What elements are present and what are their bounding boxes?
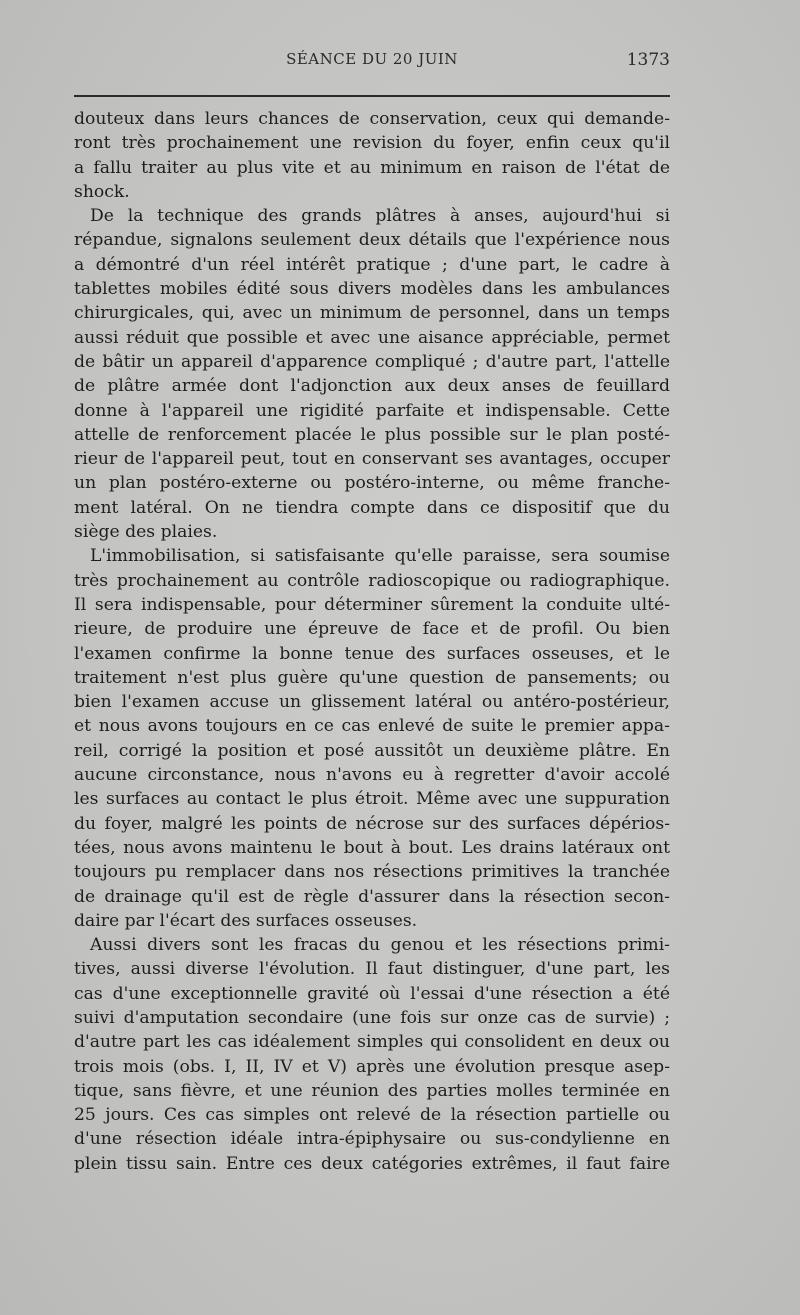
- text-line: a fallu traiter au plus vite et au minimum en raison de l'état de: [74, 157, 670, 178]
- text-line: toujours pu remplacer dans nos résections primitives la tranchée: [74, 862, 670, 883]
- text-line: reil, corrigé la position et posé aussitôt un deuxième plâtre. En: [74, 740, 670, 761]
- text-line: cas d'une exceptionnelle gravité où l'essai d'une résection a été: [74, 983, 670, 1004]
- text-line: bien l'examen accuse un glissement latéral ou antéro-postérieur,: [74, 692, 670, 713]
- text-line: a démontré d'un réel intérêt pratique ; d'une part, le cadre à: [74, 254, 670, 275]
- text-line: rieur de l'appareil peut, tout en conservant ses avantages, occuper: [74, 449, 670, 470]
- page-header: [74, 50, 670, 80]
- text-line: d'une résection idéale intra-épiphysaire ou sus-condylienne en: [74, 1129, 670, 1150]
- text-line: plein tissu sain. Entre ces deux catégories extrêmes, il faut faire: [74, 1153, 670, 1174]
- text-line: Aussi divers sont les fracas du genou et les résections primi-: [90, 935, 670, 956]
- header-rule: [74, 95, 670, 97]
- text-line: très prochainement au contrôle radioscopique ou radiographique.: [74, 570, 670, 591]
- text-line: siège des plaies.: [74, 522, 218, 543]
- text-line: aucune circonstance, nous n'avons eu à regretter d'avoir accolé: [74, 765, 670, 786]
- text-line: de drainage qu'il est de règle d'assurer dans la résection secon-: [74, 886, 670, 907]
- text-line: tablettes mobiles édité sous divers modèles dans les ambulances: [74, 279, 670, 300]
- text-line: attelle de renforcement placée le plus possible sur le plan posté-: [74, 424, 670, 445]
- text-line: d'autre part les cas idéalement simples qui consolident en deux ou: [74, 1032, 670, 1053]
- text-line: De la technique des grands plâtres à anses, aujourd'hui si: [90, 206, 670, 227]
- text-line: un plan postéro-externe ou postéro-interne, ou même franche-: [74, 473, 670, 494]
- text-line: et nous avons toujours en ce cas enlevé de suite le premier appa-: [74, 716, 670, 737]
- text-line: trois mois (obs. I, II, IV et V) après une évolution presque asep-: [74, 1056, 670, 1077]
- text-line: douteux dans leurs chances de conservation, ceux qui demande-: [74, 109, 670, 129]
- text-line: l'examen confirme la bonne tenue des surfaces osseuses, et le: [74, 643, 670, 664]
- page-number: 1373: [626, 50, 670, 70]
- text-line: chirurgicales, qui, avec un minimum de personnel, dans un temps: [74, 303, 670, 324]
- paragraph: [74, 544, 670, 933]
- text-line: ment latéral. On ne tiendra compte dans ce dispositif que du: [74, 497, 670, 518]
- text-line: 25 jours. Ces cas simples ont relevé de la résection partielle ou: [74, 1105, 670, 1126]
- text-line: tique, sans fièvre, et une réunion des parties molles terminée en: [74, 1080, 670, 1101]
- text-line: ront très prochainement une revision du foyer, enfin ceux qu'il: [74, 133, 670, 154]
- text-line: rieure, de produire une épreuve de face et de profil. Ou bien: [74, 619, 670, 640]
- text-line: suivi d'amputation secondaire (une fois sur onze cas de survie) ;: [74, 1007, 670, 1028]
- text-line: du foyer, malgré les points de nécrose sur des surfaces dépérios-: [74, 813, 670, 834]
- running-title: SÉANCE DU 20 JUIN: [286, 50, 458, 68]
- paragraph: [74, 204, 670, 544]
- paragraph: [74, 107, 670, 204]
- text-line: donne à l'appareil une rigidité parfaite et indispensable. Cette: [74, 400, 670, 421]
- text-line: shock.: [74, 181, 130, 202]
- text-line: Il sera indispensable, pour déterminer sûrement la conduite ulté-: [74, 594, 670, 615]
- text-line: tées, nous avons maintenu le bout à bout. Les drains latéraux ont: [74, 837, 670, 858]
- text-line: traitement n'est plus guère qu'une question de pansements; ou: [74, 667, 670, 688]
- text-line: L'immobilisation, si satisfaisante qu'elle paraisse, sera soumise: [90, 546, 670, 567]
- text-line: de plâtre armée dont l'adjonction aux deux anses de feuillard: [74, 376, 670, 397]
- text-line: aussi réduit que possible et avec une aisance appréciable, permet: [74, 327, 670, 348]
- text-line: daire par l'écart des surfaces osseuses.: [74, 910, 418, 931]
- text-line: de bâtir un appareil d'apparence compliqué ; d'autre part, l'attelle: [74, 351, 670, 372]
- text-line: tives, aussi diverse l'évolution. Il faut distinguer, d'une part, les: [74, 959, 670, 980]
- body-text: [74, 107, 670, 1176]
- paragraph: [74, 933, 670, 1176]
- text-line: répandue, signalons seulement deux détails que l'expérience nous: [74, 230, 670, 251]
- text-line: les surfaces au contact le plus étroit. Même avec une suppuration: [74, 789, 670, 810]
